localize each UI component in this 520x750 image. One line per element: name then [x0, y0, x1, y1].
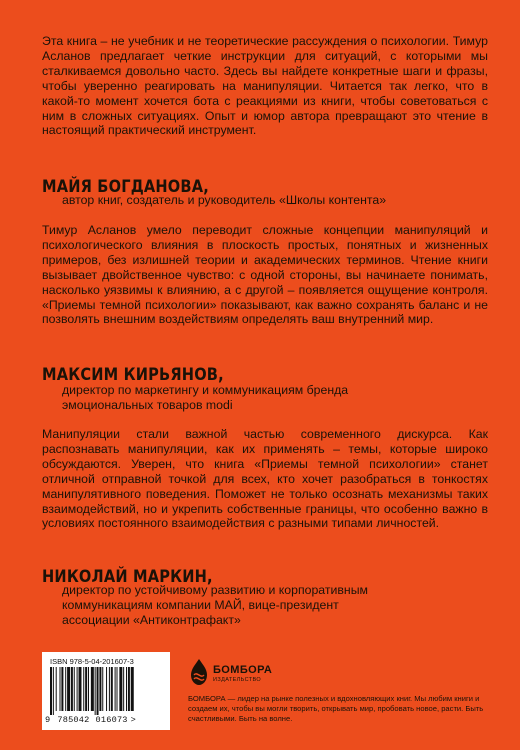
barcode: [42, 652, 170, 730]
barcode-bar: [117, 667, 118, 711]
publisher-name: БОМБОРА: [213, 664, 273, 676]
barcode-bar: [56, 667, 57, 711]
isbn-number: ISBN 978-5-04-201607-3: [50, 657, 134, 666]
barcode-bar: [95, 667, 96, 715]
barcode-bars: [50, 667, 162, 715]
barcode-bar: [79, 667, 82, 711]
review-author-desc-3: директор по устойчивому развитию и корпоративным коммуникациям компании МАЙ, вице-президент ассоциации «Антиконтрафакт»: [62, 583, 368, 627]
ean-digits: [45, 715, 167, 725]
barcode-bar: [99, 667, 101, 711]
barcode-bar: [61, 667, 63, 711]
review-author-3: НИКОЛАЙ МАРКИН,: [42, 567, 213, 587]
barcode-bar: [74, 667, 75, 711]
publisher-subtitle: ИЗДАТЕЛЬСТВО: [213, 677, 262, 683]
barcode-bar: [83, 667, 84, 711]
barcode-bar: [109, 667, 110, 711]
barcode-bar: [128, 667, 130, 711]
barcode-bar: [119, 667, 122, 711]
barcode-bar: [65, 667, 66, 711]
barcode-bar: [126, 667, 127, 711]
barcode-bar: [106, 667, 107, 711]
barcode-bar: [111, 667, 113, 711]
review-author-desc-2: директор по маркетингу и коммуникациям бренда эмоциональных товаров modi: [62, 383, 349, 412]
review-quote-1: Эта книга – не учебник и не теоретические рассуждения о психологии. Тимур Асланов предлагает четкие инструкции для ситуаций, с которыми мы сталкиваемся довольно часто. Здесь вы найдете конкретные шаги и фразы, чтобы уверенно реагировать на манипуляции. Читается так легко, что в какой-то момент хочется бота с реакциями из книги, чтобы советоваться с ним в сложных ситуациях. Опыт и юмор автора превращают это чтение в настоящий практический инструмент.: [42, 34, 488, 138]
review-author-2: МАКСИМ КИРЬЯНОВ,: [42, 365, 224, 385]
barcode-bar: [91, 667, 94, 711]
barcode-bar: [102, 667, 103, 711]
barcode-bar: [50, 667, 52, 715]
barcode-bar: [71, 667, 73, 711]
ean-digit-group: 785042: [57, 715, 90, 725]
barcode-bar: [67, 667, 70, 711]
review-quote-3: Манипуляции стали важной частью современного дискурса. Как распознавать манипуляции, как их применять – темы, которые широко обсуждаются. Уверен, что книга «Приемы темной психологии» станет отличной отправной точкой для всех, кто хочет разобраться в тонкостях манипулятивного поведения. Поможет не только осознать механизмы таких взаимодействий, но и укрепить собственные границы, что особенно важно в условиях постоянного взаимодействия с разными типами личностей.: [42, 427, 488, 531]
barcode-bar: [60, 667, 61, 711]
review-author-1: МАЙЯ БОГДАНОВА,: [42, 177, 209, 197]
barcode-bar: [85, 667, 87, 711]
barcode-bar: [53, 667, 54, 715]
barcode-bar: [115, 667, 116, 711]
review-quote-2: Тимур Асланов умело переводит сложные концепции манипуляций и психологического влияния в плоскость простых, понятных и жизненных примеров, без излишней теории и академических терминов. Чтение книги вызывает двойственное чувство: с одной стороны, вы начинаете понимать, насколько уязвимы к влиянию, а с другой – появляется ощущение контроля. «Приемы темной психологии» показывают, как важно сохранять баланс и не позволять внешним воздействиям определять ваш внутренний мир.: [42, 223, 488, 327]
barcode-bar: [123, 667, 124, 711]
ean-digit-group: >: [130, 715, 137, 725]
barcode-bar: [88, 667, 89, 711]
ean-digit-group: 9: [45, 715, 51, 725]
bombora-logo-icon: [188, 657, 210, 687]
barcode-bar: [77, 667, 78, 711]
barcode-bar: [97, 667, 99, 715]
ean-digit-group: 016073: [95, 715, 128, 725]
review-author-desc-1: автор книг, создатель и руководитель «Школы контента»: [62, 193, 387, 207]
barcode-bar: [131, 667, 134, 711]
publisher-tagline: БОМБОРА — лидер на рынке полезных и вдохновляющих книг. Мы любим книги и создаем их, чтобы вы могли творить, открывать мир, пробовать новое, расти. Быть счастливыми. Быть на волне.: [188, 694, 484, 723]
